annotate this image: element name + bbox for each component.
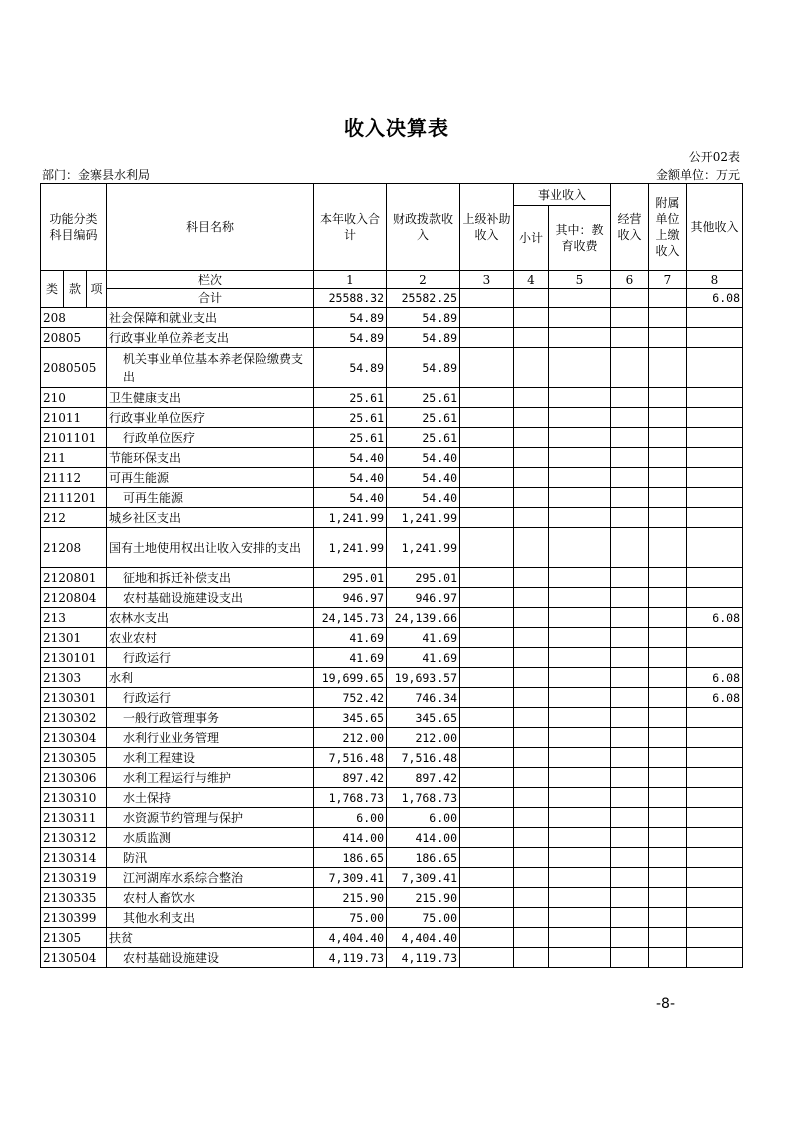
subject-name: 水利行业业务管理 (107, 728, 314, 748)
amount-c1: 25.61 (314, 428, 387, 448)
func-code: 2130304 (41, 728, 107, 748)
amount-c1: 7,516.48 (314, 748, 387, 768)
amount-c1: 946.97 (314, 588, 387, 608)
amount-c1: 6.00 (314, 808, 387, 828)
func-code: 2120804 (41, 588, 107, 608)
func-code: 2120801 (41, 568, 107, 588)
subject-name: 江河湖库水系综合整治 (107, 868, 314, 888)
amount-c2: 295.01 (387, 568, 460, 588)
amount-c2: 24,139.66 (387, 608, 460, 628)
amount-c1: 897.42 (314, 768, 387, 788)
amount-c8 (687, 728, 743, 748)
amount-c8 (687, 348, 743, 388)
total-row (41, 289, 743, 308)
table-row (41, 528, 743, 568)
amount-c8 (687, 508, 743, 528)
amount-c1: 752.42 (314, 688, 387, 708)
func-code: 21112 (41, 468, 107, 488)
amount-c8 (687, 528, 743, 568)
func-code: 21301 (41, 628, 107, 648)
edu-fee-header: 其中：教育收费 (549, 206, 611, 271)
amount-c1: 54.89 (314, 328, 387, 348)
amount-c8 (687, 408, 743, 428)
amount-c1: 212.00 (314, 728, 387, 748)
amount-c1: 54.89 (314, 348, 387, 388)
col-num: 6 (611, 271, 649, 289)
amount-c2: 1,768.73 (387, 788, 460, 808)
subject-name: 水利工程建设 (107, 748, 314, 768)
subject-name: 防汛 (107, 848, 314, 868)
subject-name: 城乡社区支出 (107, 508, 314, 528)
amount-c8 (687, 768, 743, 788)
subject-name: 其他水利支出 (107, 908, 314, 928)
func-code: 211 (41, 448, 107, 468)
func-code-header: 功能分类科目编码 (41, 184, 107, 271)
total-income-header: 本年收入合计 (314, 184, 387, 271)
col-num: 2 (387, 271, 460, 289)
amount-c2: 7,516.48 (387, 748, 460, 768)
amount-c1: 186.65 (314, 848, 387, 868)
func-code: 2130504 (41, 948, 107, 968)
amount-c8 (687, 428, 743, 448)
table-row (41, 948, 743, 968)
amount-c2: 1,241.99 (387, 508, 460, 528)
func-code: 2130311 (41, 808, 107, 828)
subject-name: 一般行政管理事务 (107, 708, 314, 728)
func-code: 2130319 (41, 868, 107, 888)
amount-c2: 186.65 (387, 848, 460, 868)
amount-c1: 75.00 (314, 908, 387, 928)
func-code: 212 (41, 508, 107, 528)
subject-name: 水利 (107, 668, 314, 688)
func-code: 2130305 (41, 748, 107, 768)
amount-c8 (687, 788, 743, 808)
amount-c1: 41.69 (314, 648, 387, 668)
amount-c8: 6.08 (687, 668, 743, 688)
table-row (41, 788, 743, 808)
amount-c8 (687, 748, 743, 768)
doc-code: 公开02表 (688, 150, 740, 164)
amount-c2: 54.40 (387, 468, 460, 488)
amount-c2: 19,693.57 (387, 668, 460, 688)
table-row (41, 808, 743, 828)
amount-c8 (687, 648, 743, 668)
total-label: 合计 (107, 289, 314, 308)
table-row (41, 608, 743, 628)
amount-c2: 54.89 (387, 308, 460, 328)
func-code: 210 (41, 388, 107, 408)
subject-name: 节能环保支出 (107, 448, 314, 468)
col-num: 7 (649, 271, 687, 289)
subject-name: 农业农村 (107, 628, 314, 648)
amount-c8 (687, 448, 743, 468)
amount-c2: 54.40 (387, 448, 460, 468)
table-row (41, 568, 743, 588)
amount-c2: 25.61 (387, 428, 460, 448)
subject-name: 机关事业单位基本养老保险缴费支出 (107, 348, 314, 388)
subject-name: 社会保障和就业支出 (107, 308, 314, 328)
amount-c8 (687, 588, 743, 608)
table-row (41, 728, 743, 748)
func-code: 2130399 (41, 908, 107, 928)
amount-c8 (687, 328, 743, 348)
subject-name: 征地和拆迁补偿支出 (107, 568, 314, 588)
func-code: 21208 (41, 528, 107, 568)
amount-c2: 25.61 (387, 408, 460, 428)
func-code: 2130306 (41, 768, 107, 788)
table-row (41, 348, 743, 388)
amount-c2: 4,404.40 (387, 928, 460, 948)
table-row (41, 588, 743, 608)
amount-c1: 4,404.40 (314, 928, 387, 948)
subject-name: 行政单位医疗 (107, 428, 314, 448)
amount-c2: 7,309.41 (387, 868, 460, 888)
subject-name: 可再生能源 (107, 468, 314, 488)
business-income-header: 事业收入 (514, 184, 611, 206)
amount-c1: 54.40 (314, 448, 387, 468)
total-c8: 6.08 (687, 289, 743, 308)
amount-c1: 345.65 (314, 708, 387, 728)
page-title: 收入决算表 (344, 116, 449, 140)
table-row (41, 628, 743, 648)
table-row (41, 688, 743, 708)
amount-c2: 75.00 (387, 908, 460, 928)
func-code: 2080505 (41, 348, 107, 388)
func-code: 2130314 (41, 848, 107, 868)
subject-name: 国有土地使用权出让收入安排的支出 (107, 528, 314, 568)
amount-c2: 54.40 (387, 488, 460, 508)
func-code: 2130310 (41, 788, 107, 808)
table-row (41, 408, 743, 428)
subject-name: 农村基础设施建设支出 (107, 588, 314, 608)
col-num: 3 (460, 271, 514, 289)
amount-c1: 215.90 (314, 888, 387, 908)
total-c2: 25582.25 (387, 289, 460, 308)
subject-name: 行政事业单位养老支出 (107, 328, 314, 348)
amount-c2: 897.42 (387, 768, 460, 788)
col-num: 8 (687, 271, 743, 289)
func-code: 2130302 (41, 708, 107, 728)
amount-c8 (687, 308, 743, 328)
func-code: 2101101 (41, 428, 107, 448)
amount-c2: 6.00 (387, 808, 460, 828)
table-row (41, 328, 743, 348)
amount-c8 (687, 928, 743, 948)
func-code: 208 (41, 308, 107, 328)
amount-c8 (687, 468, 743, 488)
subject-name: 可再生能源 (107, 488, 314, 508)
table-row (41, 648, 743, 668)
table-row (41, 768, 743, 788)
func-code: 2111201 (41, 488, 107, 508)
table-row (41, 708, 743, 728)
amount-c8 (687, 868, 743, 888)
func-code: 2130335 (41, 888, 107, 908)
subject-name: 行政运行 (107, 688, 314, 708)
amount-c1: 54.40 (314, 488, 387, 508)
amount-c2: 54.89 (387, 328, 460, 348)
func-code: 2130312 (41, 828, 107, 848)
amount-c1: 4,119.73 (314, 948, 387, 968)
table-row (41, 928, 743, 948)
amount-c1: 25.61 (314, 408, 387, 428)
kuan-header: 款 (64, 271, 87, 308)
subject-name: 卫生健康支出 (107, 388, 314, 408)
subject-name-header: 科目名称 (107, 184, 314, 271)
affiliated-header: 附属单位上缴收入 (649, 184, 687, 271)
subject-name: 农林水支出 (107, 608, 314, 628)
department-label: 部门：金寨县水利局 (42, 168, 151, 182)
amount-c1: 25.61 (314, 388, 387, 408)
subtotal-header: 小计 (514, 206, 549, 271)
amount-c8 (687, 568, 743, 588)
table-row (41, 428, 743, 448)
operating-header: 经营收入 (611, 184, 649, 271)
amount-c2: 946.97 (387, 588, 460, 608)
col-num: 5 (549, 271, 611, 289)
func-code: 20805 (41, 328, 107, 348)
amount-c8 (687, 828, 743, 848)
amount-c1: 295.01 (314, 568, 387, 588)
func-code: 21011 (41, 408, 107, 428)
subject-name: 行政运行 (107, 648, 314, 668)
amount-c8 (687, 908, 743, 928)
amount-c1: 1,241.99 (314, 508, 387, 528)
amount-c1: 41.69 (314, 628, 387, 648)
func-code: 2130101 (41, 648, 107, 668)
subject-name: 水资源节约管理与保护 (107, 808, 314, 828)
amount-c1: 24,145.73 (314, 608, 387, 628)
subject-name: 水土保持 (107, 788, 314, 808)
superior-subsidy-header: 上级补助收入 (460, 184, 514, 271)
amount-c8 (687, 808, 743, 828)
table-row (41, 868, 743, 888)
amount-c2: 746.34 (387, 688, 460, 708)
table-row (41, 448, 743, 468)
amount-c1: 19,699.65 (314, 668, 387, 688)
amount-c8: 6.08 (687, 688, 743, 708)
col-num: 1 (314, 271, 387, 289)
xiang-header: 项 (87, 271, 107, 308)
table-row (41, 308, 743, 328)
amount-c8 (687, 388, 743, 408)
func-code: 21305 (41, 928, 107, 948)
table-row (41, 828, 743, 848)
amount-c2: 414.00 (387, 828, 460, 848)
subject-name: 水利工程运行与维护 (107, 768, 314, 788)
amount-c2: 1,241.99 (387, 528, 460, 568)
total-c1: 25588.32 (314, 289, 387, 308)
lei-header: 类 (41, 271, 64, 308)
subject-name: 行政事业单位医疗 (107, 408, 314, 428)
amount-c2: 212.00 (387, 728, 460, 748)
col-num: 4 (514, 271, 549, 289)
amount-c1: 54.89 (314, 308, 387, 328)
amount-c8 (687, 848, 743, 868)
amount-c2: 41.69 (387, 628, 460, 648)
unit-label: 金额单位：万元 (655, 168, 740, 182)
func-code: 21303 (41, 668, 107, 688)
amount-c8: 6.08 (687, 608, 743, 628)
income-table (40, 183, 743, 968)
amount-c1: 414.00 (314, 828, 387, 848)
column-order-label: 栏次 (107, 271, 314, 289)
amount-c8 (687, 708, 743, 728)
page-number: -8- (656, 996, 676, 1012)
func-code: 2130301 (41, 688, 107, 708)
amount-c2: 345.65 (387, 708, 460, 728)
fiscal-header: 财政拨款收入 (387, 184, 460, 271)
table-row (41, 488, 743, 508)
table-row (41, 748, 743, 768)
amount-c1: 7,309.41 (314, 868, 387, 888)
other-income-header: 其他收入 (687, 184, 743, 271)
subject-name: 农村人畜饮水 (107, 888, 314, 908)
table-row (41, 848, 743, 868)
amount-c8 (687, 628, 743, 648)
table-row (41, 908, 743, 928)
table-row (41, 388, 743, 408)
amount-c1: 54.40 (314, 468, 387, 488)
amount-c1: 1,241.99 (314, 528, 387, 568)
amount-c2: 41.69 (387, 648, 460, 668)
amount-c8 (687, 488, 743, 508)
amount-c8 (687, 888, 743, 908)
amount-c2: 25.61 (387, 388, 460, 408)
table-row (41, 668, 743, 688)
subject-name: 水质监测 (107, 828, 314, 848)
table-row (41, 508, 743, 528)
amount-c2: 215.90 (387, 888, 460, 908)
table-row (41, 888, 743, 908)
table-row (41, 468, 743, 488)
amount-c2: 54.89 (387, 348, 460, 388)
subject-name: 农村基础设施建设 (107, 948, 314, 968)
func-code: 213 (41, 608, 107, 628)
amount-c1: 1,768.73 (314, 788, 387, 808)
amount-c8 (687, 948, 743, 968)
amount-c2: 4,119.73 (387, 948, 460, 968)
subject-name: 扶贫 (107, 928, 314, 948)
